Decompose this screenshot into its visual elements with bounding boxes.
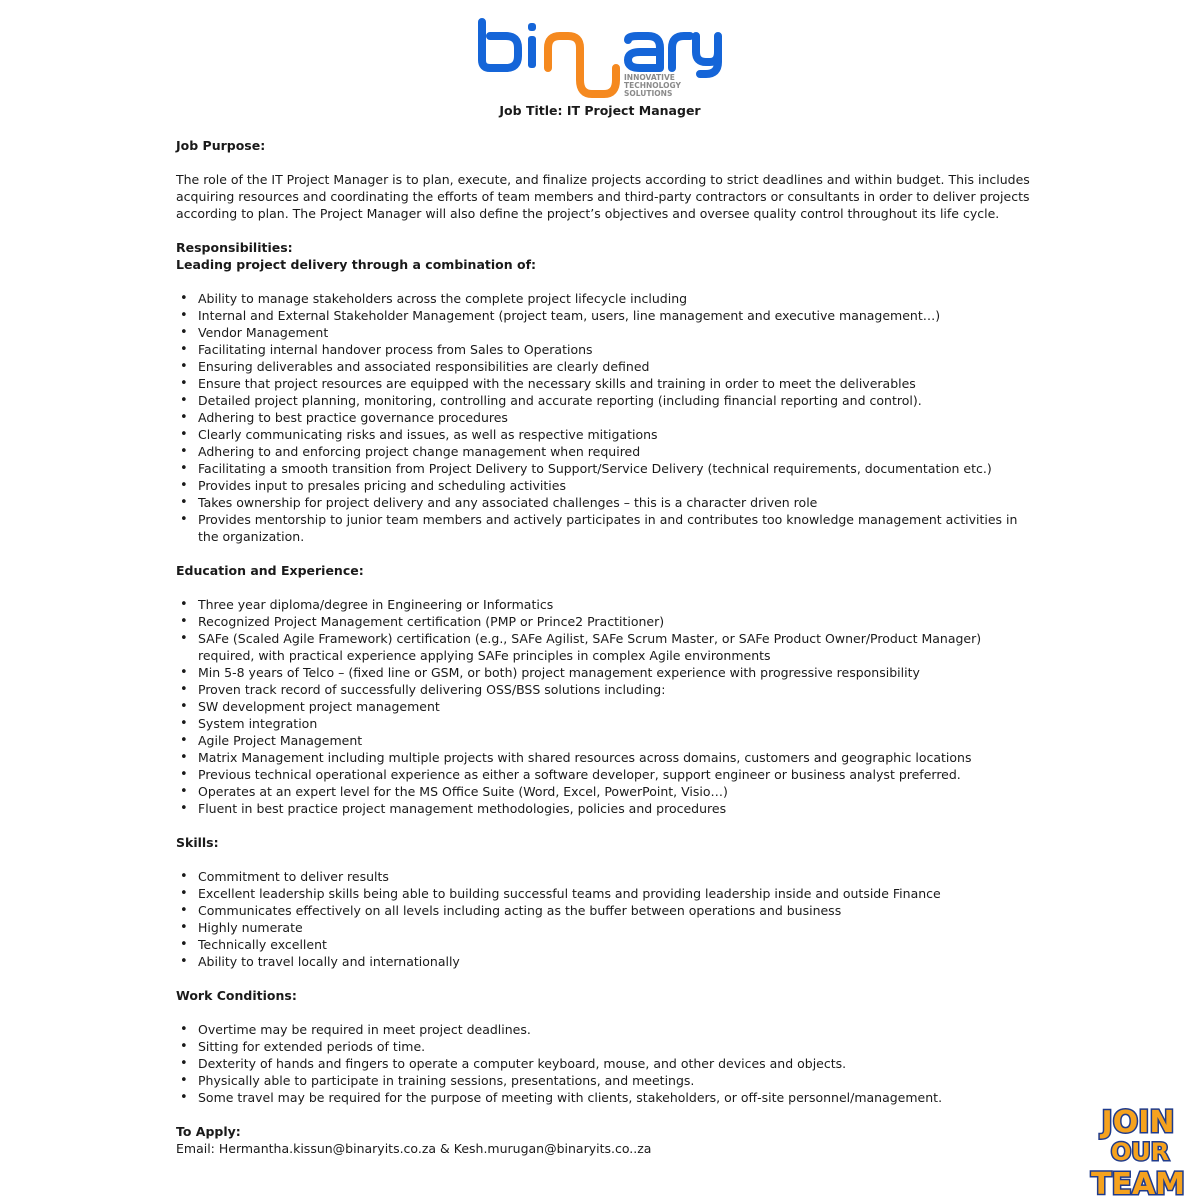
work-conditions-heading: Work Conditions: [176, 988, 297, 1003]
company-logo [478, 18, 728, 100]
list-item: • Agile Project Management [198, 732, 1036, 749]
list-item: • Min 5-8 years of Telco – (fixed line or GSM, or both) project management experience with progressive responsibility [198, 664, 1036, 681]
list-item: • Provides input to presales pricing and scheduling activities [198, 477, 1036, 494]
list-item: • Previous technical operational experience as either a software developer, support engineer or business analyst preferred. [198, 766, 1036, 783]
list-item: • Excellent leadership skills being able to building successful teams and providing leadership inside and outside Finance [198, 885, 1036, 902]
list-item: • Fluent in best practice project management methodologies, policies and procedures [198, 800, 1036, 817]
list-item: • SAFe (Scaled Agile Framework) certification (e.g., SAFe Agilist, SAFe Scrum Master, or SAFe Product Owner/Product Manager) required, with practical experience applying SAFe principles in complex Agile environments [198, 630, 1036, 664]
badge-line-team: TEAM [1090, 1167, 1186, 1200]
list-item: • Overtime may be required in meet project deadlines. [198, 1021, 1036, 1038]
list-item: • Internal and External Stakeholder Management (project team, users, line management and executive management…) [198, 307, 1036, 324]
skills-heading: Skills: [176, 835, 219, 850]
list-item: • Vendor Management [198, 324, 1036, 341]
list-item: • Operates at an expert level for the MS Office Suite (Word, Excel, PowerPoint, Visio…) [198, 783, 1036, 800]
list-item: • Technically excellent [198, 936, 1036, 953]
list-item: • Detailed project planning, monitoring, controlling and accurate reporting (including financial reporting and control). [198, 392, 1036, 409]
responsibilities-subheading: Leading project delivery through a combination of: [176, 257, 537, 272]
job-content [176, 137, 1036, 1157]
list-item: • Three year diploma/degree in Engineering or Informatics [198, 596, 1036, 613]
list-item: • Recognized Project Management certification (PMP or Prince2 Practitioner) [198, 613, 1036, 630]
list-item: • SW development project management [198, 698, 1036, 715]
list-item: • Ensure that project resources are equipped with the necessary skills and training in order to meet the deliverables [198, 375, 1036, 392]
join-our-team-badge [1088, 1100, 1188, 1200]
list-item: • Adhering to best practice governance procedures [198, 409, 1036, 426]
skills-list [176, 868, 1036, 970]
logo-tagline-3: SOLUTIONS [624, 89, 673, 98]
list-item: • Facilitating internal handover process from Sales to Operations [198, 341, 1036, 358]
list-item: • Dexterity of hands and fingers to operate a computer keyboard, mouse, and other devices and objects. [198, 1055, 1036, 1072]
list-item: • System integration [198, 715, 1036, 732]
list-item: • Provides mentorship to junior team members and actively participates in and contributes too knowledge management activities in the organization. [198, 511, 1036, 545]
list-item: • Communicates effectively on all levels including acting as the buffer between operations and business [198, 902, 1036, 919]
list-item: • Clearly communicating risks and issues, as well as respective mitigations [198, 426, 1036, 443]
education-heading: Education and Experience: [176, 563, 364, 578]
apply-email-text[interactable]: Email: Hermantha.kissun@binaryits.co.za & Kesh.murugan@binaryits.co..za [176, 1141, 652, 1156]
work-conditions-list [176, 1021, 1036, 1106]
list-item: • Sitting for extended periods of time. [198, 1038, 1036, 1055]
badge-line-our: OUR [1110, 1138, 1170, 1166]
list-item: • Physically able to participate in training sessions, presentations, and meetings. [198, 1072, 1036, 1089]
list-item: • Matrix Management including multiple projects with shared resources across domains, customers and geographic locations [198, 749, 1036, 766]
logo-tagline-2: TECHNOLOGY [624, 81, 681, 90]
purpose-heading: Job Purpose: [176, 138, 266, 153]
list-item: • Facilitating a smooth transition from Project Delivery to Support/Service Delivery (technical requirements, documentation etc.) [198, 460, 1036, 477]
list-item: • Some travel may be required for the purpose of meeting with clients, stakeholders, or off-site personnel/management. [198, 1089, 1036, 1106]
apply-heading: To Apply: [176, 1124, 241, 1139]
list-item: • Ability to manage stakeholders across the complete project lifecycle including [198, 290, 1036, 307]
binary-logo-graphic [478, 18, 728, 100]
job-title: Job Title: IT Project Manager [499, 103, 701, 118]
responsibilities-list [176, 290, 1036, 545]
badge-line-join: JOIN [1101, 1105, 1175, 1140]
list-item: • Commitment to deliver results [198, 868, 1036, 885]
list-item: • Ability to travel locally and internationally [198, 953, 1036, 970]
education-list [176, 596, 1036, 817]
responsibilities-heading: Responsibilities: [176, 240, 293, 255]
join-our-team-graphic [1088, 1100, 1188, 1200]
list-item: • Takes ownership for project delivery and any associated challenges – this is a character driven role [198, 494, 1036, 511]
list-item: • Adhering to and enforcing project change management when required [198, 443, 1036, 460]
list-item: • Highly numerate [198, 919, 1036, 936]
list-item: • Proven track record of successfully delivering OSS/BSS solutions including: [198, 681, 1036, 698]
list-item: • Ensuring deliverables and associated responsibilities are clearly defined [198, 358, 1036, 375]
purpose-text: The role of the IT Project Manager is to plan, execute, and finalize projects according to strict deadlines and within budget. This includes acquiring resources and coordinating the efforts of team members and third-party contractors or consultants in order to deliver projects according to plan. The Project Manager will also define the project’s objectives and oversee quality control throughout its life cycle. [176, 172, 1030, 221]
logo-tagline-1: INNOVATIVE [624, 73, 675, 82]
